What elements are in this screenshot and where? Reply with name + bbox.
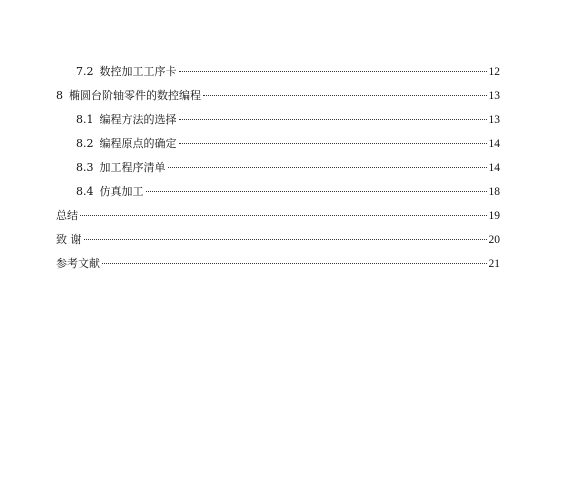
dot-leader (102, 263, 487, 264)
toc-entry-label (76, 156, 166, 180)
toc-entry-title: 数控加工工序卡 (99, 65, 177, 78)
dot-leader (146, 191, 487, 192)
toc-entry-number: 8.1 (76, 113, 94, 126)
toc-entry-label (76, 108, 177, 132)
toc-entry-label (56, 84, 201, 108)
toc-entry-page: 20 (488, 234, 500, 246)
toc-entry-number: 8.2 (76, 137, 94, 150)
toc-entry-page: 19 (488, 210, 500, 222)
toc-entry-number: 8.4 (76, 185, 94, 198)
toc-entry-page: 12 (488, 66, 500, 78)
dot-leader (84, 239, 487, 240)
toc-entry-acknowledgements[interactable] (56, 228, 500, 252)
dot-leader (203, 95, 487, 96)
toc-entry-label (76, 60, 177, 84)
toc-entry-label (76, 180, 144, 204)
toc-entry-label (56, 204, 78, 228)
toc-entry-references[interactable] (56, 252, 500, 276)
toc-entry-page: 13 (488, 114, 500, 126)
toc-entry-page: 14 (488, 138, 500, 150)
toc-entry-label (56, 228, 82, 252)
dot-leader (80, 215, 487, 216)
toc-entry-page: 13 (488, 90, 500, 102)
toc-entry-summary[interactable] (56, 204, 500, 228)
toc-entry-label (76, 132, 177, 156)
toc-entry-title: 编程原点的确定 (99, 137, 177, 150)
toc-entry-8-2[interactable] (56, 132, 500, 156)
toc-entry-8-4[interactable] (56, 180, 500, 204)
toc-entry-page: 18 (488, 186, 500, 198)
dot-leader (179, 119, 487, 120)
toc-entry-page: 21 (488, 258, 500, 270)
toc-entry-title: 仿真加工 (99, 185, 144, 198)
toc-entry-page: 14 (488, 162, 500, 174)
toc-entry-title: 总结 (56, 209, 78, 222)
toc-entry-title: 加工程序清单 (99, 161, 166, 174)
dot-leader (179, 143, 487, 144)
toc-entry-8[interactable] (56, 84, 500, 108)
toc-entry-7-2[interactable] (56, 60, 500, 84)
toc-entry-number: 8.3 (76, 161, 94, 174)
table-of-contents (56, 60, 500, 276)
toc-entry-number: 7.2 (76, 65, 94, 78)
toc-entry-label (56, 252, 100, 276)
toc-entry-title: 参考文献 (56, 257, 100, 270)
toc-entry-title: 椭圆台阶轴零件的数控编程 (69, 89, 201, 102)
toc-entry-8-3[interactable] (56, 156, 500, 180)
dot-leader (179, 71, 487, 72)
toc-entry-title: 致 谢 (56, 233, 82, 246)
toc-entry-8-1[interactable] (56, 108, 500, 132)
toc-entry-title: 编程方法的选择 (99, 113, 177, 126)
toc-entry-number: 8 (56, 89, 63, 102)
dot-leader (168, 167, 487, 168)
